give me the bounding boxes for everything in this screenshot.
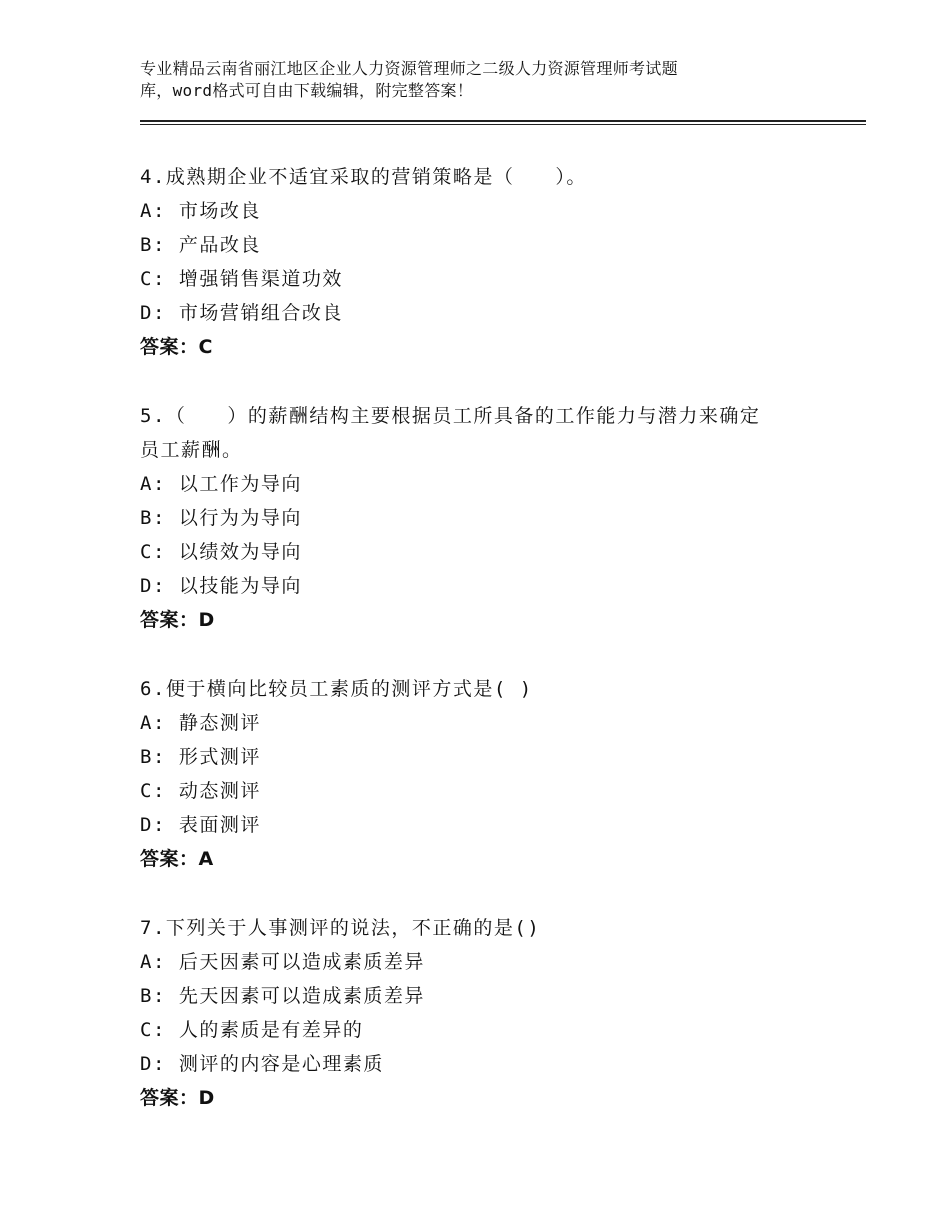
header-line-1: 专业精品云南省丽江地区企业人力资源管理师之二级人力资源管理师考试题 bbox=[140, 59, 678, 78]
question-stem: 6.便于横向比较员工素质的测评方式是( ) bbox=[140, 678, 533, 700]
answer-label: 答案：D bbox=[140, 609, 215, 631]
option-d: D: 市场营销组合改良 bbox=[140, 302, 343, 324]
answer-label: 答案：C bbox=[140, 336, 213, 358]
option-b: B: 先天因素可以造成素质差异 bbox=[140, 985, 425, 1007]
question-block-7 bbox=[140, 911, 820, 1115]
option-b: B: 以行为为导向 bbox=[140, 507, 302, 529]
question-block-5 bbox=[140, 399, 820, 637]
option-c: C: 增强销售渠道功效 bbox=[140, 268, 343, 290]
answer-label: 答案：D bbox=[140, 1087, 215, 1109]
question-block-4 bbox=[140, 160, 820, 364]
option-b: B: 产品改良 bbox=[140, 234, 261, 256]
question-stem: 4.成熟期企业不适宜采取的营销策略是（ ）。 bbox=[140, 166, 587, 188]
option-b: B: 形式测评 bbox=[140, 746, 261, 768]
option-a: A: 市场改良 bbox=[140, 200, 261, 222]
option-c: C: 人的素质是有差异的 bbox=[140, 1019, 364, 1041]
option-a: A: 后天因素可以造成素质差异 bbox=[140, 951, 425, 973]
option-a: A: 静态测评 bbox=[140, 712, 261, 734]
header-divider-thin bbox=[140, 124, 866, 125]
option-d: D: 以技能为导向 bbox=[140, 575, 302, 597]
question-stem-continued: 员工薪酬。 bbox=[140, 439, 243, 461]
question-stem: 5.（ ）的薪酬结构主要根据员工所具备的工作能力与潜力来确定 bbox=[140, 405, 761, 427]
question-block-6 bbox=[140, 672, 820, 876]
answer-label: 答案：A bbox=[140, 848, 214, 870]
option-d: D: 测评的内容是心理素质 bbox=[140, 1053, 384, 1075]
header-line-2: 库，word格式可自由下载编辑，附完整答案！ bbox=[140, 81, 474, 100]
option-a: A: 以工作为导向 bbox=[140, 473, 302, 495]
option-d: D: 表面测评 bbox=[140, 814, 261, 836]
option-c: C: 动态测评 bbox=[140, 780, 261, 802]
header-divider-thick bbox=[140, 120, 866, 122]
option-c: C: 以绩效为导向 bbox=[140, 541, 302, 563]
document-header bbox=[140, 58, 865, 102]
question-stem: 7.下列关于人事测评的说法，不正确的是() bbox=[140, 917, 541, 939]
